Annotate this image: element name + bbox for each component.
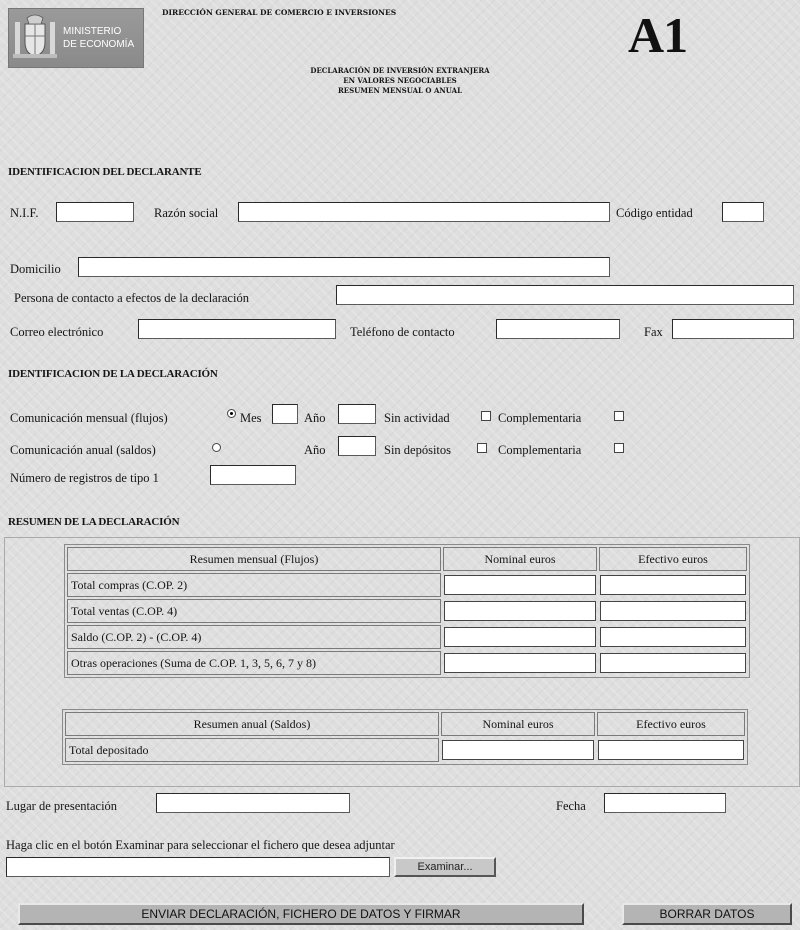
depositado-efectivo-input[interactable] xyxy=(598,740,744,760)
mes-label: Mes xyxy=(240,411,262,425)
anual-label: Comunicación anual (saldos) xyxy=(10,443,156,457)
nif-input[interactable] xyxy=(56,202,134,222)
declarant-section-title: IDENTIFICACION DEL DECLARANTE xyxy=(8,166,202,178)
fecha-input[interactable] xyxy=(604,793,726,813)
registros-label: Número de registros de tipo 1 xyxy=(10,471,159,485)
monthly-summary-table xyxy=(64,544,750,678)
mensual-label: Comunicación mensual (flujos) xyxy=(10,411,168,425)
browse-button[interactable]: Examinar... xyxy=(394,857,496,877)
row-label: Total depositado xyxy=(65,738,439,762)
compras-efectivo-input[interactable] xyxy=(600,575,746,595)
table-row xyxy=(65,738,745,762)
domicilio-label: Domicilio xyxy=(10,262,61,276)
reset-button[interactable]: BORRAR DATOS xyxy=(622,903,792,925)
sin-actividad-checkbox[interactable] xyxy=(481,411,491,421)
nominal-header: Nominal euros xyxy=(443,547,597,571)
attach-instruction: Haga clic en el botón Examinar para seleccionar el fichero que desea adjuntar xyxy=(6,838,395,852)
saldo-efectivo-input[interactable] xyxy=(600,627,746,647)
otras-nominal-input[interactable] xyxy=(444,653,596,673)
coat-of-arms-icon xyxy=(13,14,57,62)
efectivo-header: Efectivo euros xyxy=(597,712,745,736)
correo-input[interactable] xyxy=(138,319,336,339)
form-code: A1 xyxy=(628,7,688,63)
depositado-nominal-input[interactable] xyxy=(442,740,594,760)
anio-mensual-label: Año xyxy=(304,411,326,425)
complementaria-mensual-checkbox[interactable] xyxy=(614,411,624,421)
form-title-line1: DECLARACIÓN DE INVERSIÓN EXTRANJERA xyxy=(310,66,490,75)
razon-social-label: Razón social xyxy=(154,206,219,220)
anual-radio[interactable] xyxy=(212,443,221,452)
sin-depositos-label: Sin depósitos xyxy=(384,443,452,457)
complementaria-mensual-label: Complementaria xyxy=(498,411,582,425)
lugar-input[interactable] xyxy=(156,793,350,813)
sin-actividad-label: Sin actividad xyxy=(384,411,450,425)
complementaria-anual-label: Complementaria xyxy=(498,443,582,457)
contacto-input[interactable] xyxy=(336,285,794,305)
ministry-logo xyxy=(8,8,144,68)
form-title-line3: RESUMEN MENSUAL O ANUAL xyxy=(337,86,463,95)
anio-mensual-input[interactable] xyxy=(338,404,376,424)
codigo-entidad-input[interactable] xyxy=(722,202,764,222)
codigo-entidad-label: Código entidad xyxy=(616,206,693,220)
anio-anual-input[interactable] xyxy=(338,436,376,456)
sin-depositos-checkbox[interactable] xyxy=(477,443,487,453)
annual-header-row xyxy=(65,712,745,736)
row-label: Saldo (C.OP. 2) - (C.OP. 4) xyxy=(67,625,441,649)
ministry-name-line2: DE ECONOMÍA xyxy=(63,39,135,50)
complementaria-anual-checkbox[interactable] xyxy=(614,443,624,453)
saldo-nominal-input[interactable] xyxy=(444,627,596,647)
file-path-input[interactable] xyxy=(6,857,390,877)
domicilio-input[interactable] xyxy=(78,257,610,277)
form-title-line2: EN VALORES NEGOCIABLES xyxy=(343,76,457,85)
nif-label: N.I.F. xyxy=(10,206,39,220)
declaration-section-title: IDENTIFICACION DE LA DECLARACIÓN xyxy=(8,368,218,380)
annual-header: Resumen anual (Saldos) xyxy=(65,712,439,736)
table-row xyxy=(67,599,747,623)
fax-label: Fax xyxy=(644,325,663,339)
row-label: Otras operaciones (Suma de C.OP. 1, 3, 5, 6, 7 y 8) xyxy=(67,651,441,675)
efectivo-header: Efectivo euros xyxy=(599,547,747,571)
submit-button[interactable]: ENVIAR DECLARACIÓN, FICHERO DE DATOS Y FIRMAR xyxy=(18,903,584,925)
lugar-label: Lugar de presentación xyxy=(6,799,118,813)
telefono-input[interactable] xyxy=(496,319,620,339)
form-title xyxy=(260,66,540,96)
anio-anual-label: Año xyxy=(304,443,326,457)
ministry-name-line1: MINISTERIO xyxy=(63,26,122,37)
compras-nominal-input[interactable] xyxy=(444,575,596,595)
ventas-nominal-input[interactable] xyxy=(444,601,596,621)
correo-label: Correo electrónico xyxy=(10,325,104,339)
annual-summary-table xyxy=(62,709,748,765)
monthly-header-row xyxy=(67,547,747,571)
ventas-efectivo-input[interactable] xyxy=(600,601,746,621)
otras-efectivo-input[interactable] xyxy=(600,653,746,673)
contacto-label: Persona de contacto a efectos de la declaración xyxy=(14,291,249,305)
table-row xyxy=(67,573,747,597)
directorate-name: DIRECCIÓN GENERAL DE COMERCIO E INVERSIONES xyxy=(162,8,397,17)
table-row xyxy=(67,625,747,649)
row-label: Total ventas (C.OP. 4) xyxy=(67,599,441,623)
fax-input[interactable] xyxy=(672,319,794,339)
razon-social-input[interactable] xyxy=(238,202,610,222)
row-label: Total compras (C.OP. 2) xyxy=(67,573,441,597)
nominal-header: Nominal euros xyxy=(441,712,595,736)
monthly-header: Resumen mensual (Flujos) xyxy=(67,547,441,571)
fecha-label: Fecha xyxy=(556,799,586,813)
summary-section-title: RESUMEN DE LA DECLARACIÓN xyxy=(8,516,180,528)
telefono-label: Teléfono de contacto xyxy=(350,325,455,339)
table-row xyxy=(67,651,747,675)
mensual-radio[interactable] xyxy=(227,409,236,418)
registros-input[interactable] xyxy=(210,465,296,485)
mes-input[interactable] xyxy=(272,404,298,424)
